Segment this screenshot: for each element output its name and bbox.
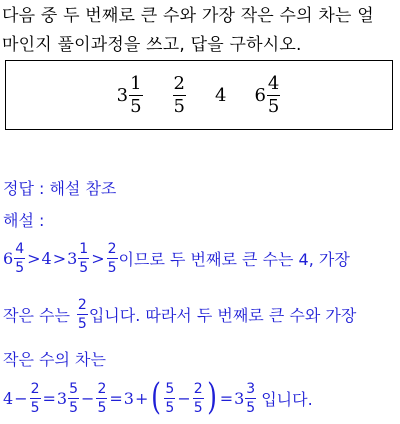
equals-sign: = — [42, 388, 56, 408]
left-paren: ( — [151, 377, 162, 418]
denominator: 5 — [15, 260, 25, 276]
number-box — [5, 60, 393, 130]
value: 3 — [56, 388, 68, 408]
right-paren: ) — [206, 377, 217, 418]
explain-text: 입니다. — [261, 389, 313, 409]
explain-line-3: 작은 수의 차는 — [3, 350, 106, 369]
denominator: 5 — [30, 399, 40, 416]
denominator: 5 — [79, 260, 89, 276]
numerator: 2 — [193, 380, 203, 397]
denominator: 5 — [165, 399, 175, 416]
value: 4 — [3, 388, 14, 408]
minus-sign: − — [14, 388, 28, 408]
explain-text: 이므로 두 번째로 큰 수는 4, 가장 — [118, 250, 350, 269]
explain-line-2 — [3, 298, 356, 331]
numerator: 4 — [15, 241, 25, 257]
numerator: 3 — [246, 380, 256, 397]
denominator: 5 — [77, 316, 87, 332]
numerator: 5 — [165, 380, 175, 397]
whole-part: 3 — [116, 84, 129, 106]
minus-sign: − — [177, 388, 191, 408]
fraction — [193, 382, 204, 415]
fraction — [245, 382, 256, 415]
explain-text: 작은 수는 — [3, 306, 70, 325]
explain-text: 입니다. 따라서 두 번째로 큰 수와 가장 — [88, 306, 357, 325]
greater-than: > — [52, 249, 67, 268]
value: 3 — [67, 249, 78, 268]
question-line-1: 다음 중 두 번째로 큰 수와 가장 작은 수의 차는 얼 — [2, 6, 374, 26]
number-item-4 — [254, 72, 281, 117]
numerator: 4 — [267, 72, 280, 94]
explain-line-4 — [3, 377, 313, 418]
number-item-3 — [215, 85, 226, 106]
fraction — [30, 382, 41, 415]
answer-heading: 정답 : 해설 참조 — [3, 179, 117, 198]
question-text — [2, 2, 398, 60]
value: 4 — [41, 249, 52, 268]
minus-sign: − — [81, 388, 95, 408]
equals-sign: = — [219, 388, 234, 408]
value: 3 — [234, 388, 245, 408]
numerator: 1 — [79, 241, 89, 257]
numerator: 2 — [97, 380, 107, 397]
whole-part: 6 — [254, 84, 266, 106]
numerator: 1 — [130, 72, 142, 94]
fraction — [267, 72, 280, 117]
number-item-2 — [172, 72, 187, 117]
denominator: 5 — [267, 95, 280, 117]
greater-than: > — [27, 249, 41, 268]
whole-number: 4 — [215, 84, 227, 106]
value: 3 — [123, 388, 134, 408]
numerator: 2 — [173, 72, 185, 94]
fraction — [164, 382, 175, 415]
denominator: 5 — [193, 399, 203, 416]
fraction — [14, 242, 25, 275]
denominator: 5 — [173, 95, 185, 117]
fraction — [77, 298, 88, 331]
equals-sign: = — [109, 388, 123, 408]
denominator: 5 — [107, 260, 117, 276]
value: 6 — [3, 249, 14, 268]
denominator: 5 — [130, 95, 142, 117]
fraction — [173, 72, 186, 117]
denominator: 5 — [246, 399, 256, 416]
numerator: 2 — [77, 297, 87, 313]
fraction — [96, 382, 107, 415]
number-item-1 — [116, 72, 144, 117]
fraction — [68, 382, 79, 415]
numerator: 2 — [107, 241, 117, 257]
question-line-2: 마인지 풀이과정을 쓰고, 답을 구하시오. — [2, 35, 302, 55]
explain-label: 해설 : — [3, 211, 45, 230]
numerator: 2 — [30, 380, 40, 397]
denominator: 5 — [97, 399, 107, 416]
greater-than: > — [91, 249, 105, 268]
denominator: 5 — [69, 399, 79, 416]
fraction — [129, 72, 142, 117]
plus-sign: + — [134, 388, 149, 408]
fraction — [107, 242, 118, 275]
numerator: 5 — [69, 380, 79, 397]
explain-line-1 — [3, 242, 350, 275]
fraction — [78, 242, 89, 275]
